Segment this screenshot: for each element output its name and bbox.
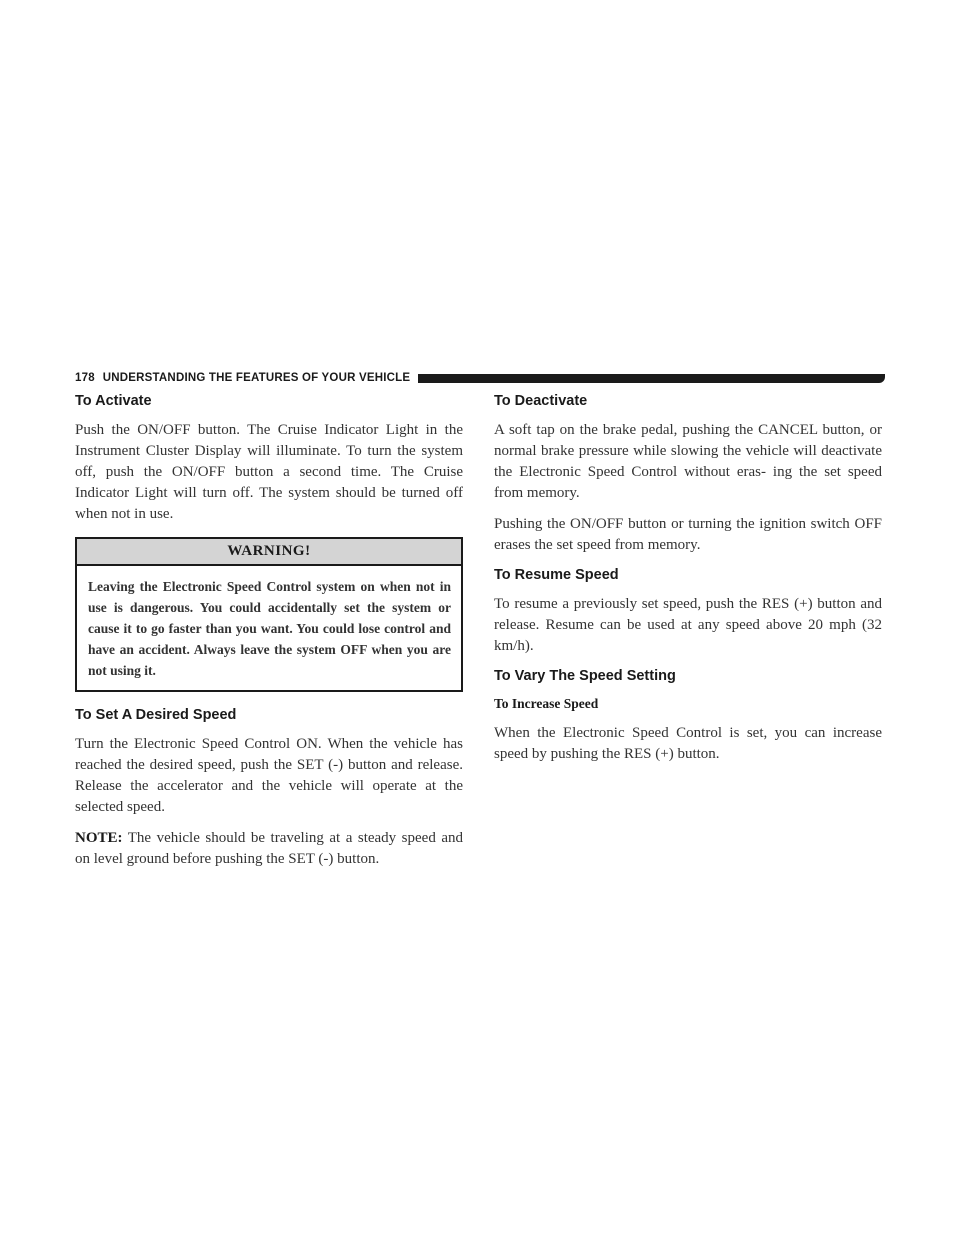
resume-paragraph: To resume a previously set speed, push the RES (+) button and release. Resume can be used at any speed above 20 mph (32 km/h). — [494, 596, 882, 654]
heading-to-deactivate: To Deactivate — [494, 393, 588, 409]
deactivate-paragraph-2: Pushing the ON/OFF button or turning the ignition switch OFF erases the set speed from memory. — [494, 516, 882, 553]
heading-vary-speed-setting: To Vary The Speed Setting — [494, 668, 676, 684]
warning-text: Leaving the Electronic Speed Control system on when not in use is dangerous. You could accidentally set the system or cause it to go faster than you want. You could lose control and have an accident. Always leave the system OFF when you are not using it. — [88, 579, 451, 678]
right-column — [494, 392, 882, 775]
heading-resume-speed: To Resume Speed — [494, 567, 619, 583]
deactivate-paragraph-1: A soft tap on the brake pedal, pushing the CANCEL button, or normal brake pressure while slowing the vehicle will deactivate the Electronic Speed Control without eras- ing the set speed from memory. — [494, 422, 882, 501]
section-title: UNDERSTANDING THE FEATURES OF YOUR VEHICLE — [102, 372, 411, 384]
heading-to-activate: To Activate — [75, 393, 152, 409]
subheading-increase-speed: To Increase Speed — [494, 696, 599, 711]
page-number: 178 — [75, 372, 95, 384]
set-speed-paragraph: Turn the Electronic Speed Control ON. When the vehicle has reached the desired speed, push the SET (-) button and release. Release the accelerator and the vehicle will operate at the selected speed. — [75, 736, 463, 815]
page-header — [75, 368, 885, 388]
heading-set-desired-speed: To Set A Desired Speed — [75, 707, 237, 723]
increase-speed-paragraph: When the Electronic Speed Control is set, you can increase speed by pushing the RES (+) button. — [494, 725, 882, 762]
warning-title: WARNING! — [77, 539, 461, 566]
left-column — [75, 392, 463, 880]
warning-box — [75, 537, 463, 692]
note-label: NOTE: — [75, 830, 123, 846]
note-text: The vehicle should be traveling at a steady speed and on level ground before pushing the SET (-) button. — [75, 830, 463, 867]
activate-paragraph: Push the ON/OFF button. The Cruise Indicator Light in the Instrument Cluster Display will illuminate. To turn the system off, push the ON/OFF button a second time. The Cruise Indicator Light will turn off. The system should be turned off when not in use. — [75, 422, 463, 522]
header-rule — [418, 374, 885, 383]
note-paragraph — [75, 828, 463, 870]
